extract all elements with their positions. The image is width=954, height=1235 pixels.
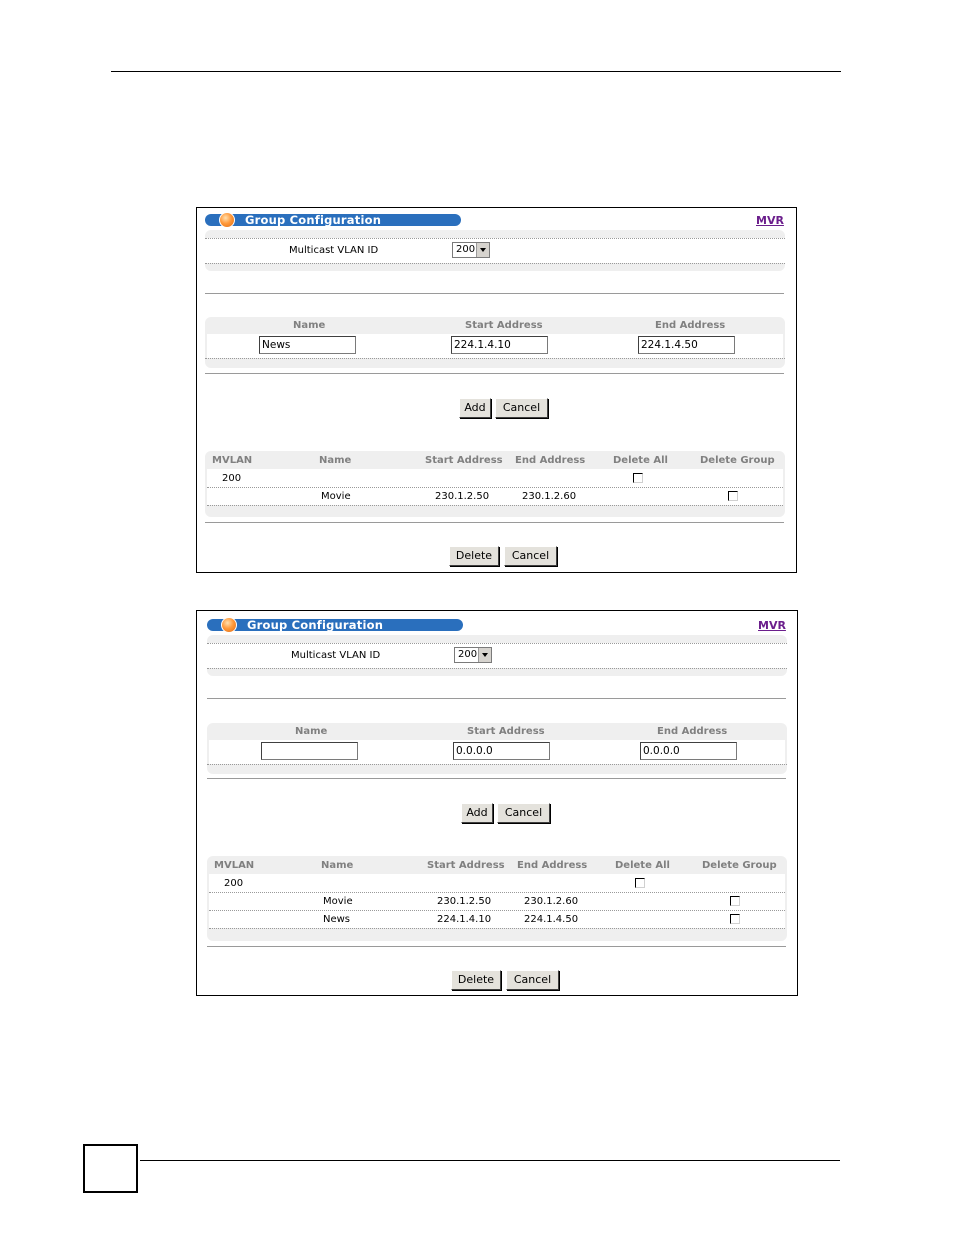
add-button[interactable]: Add (461, 803, 493, 823)
multicast-vlan-select[interactable]: 200 (452, 242, 490, 258)
delete-group-header: Delete Group (702, 860, 777, 871)
vlan-panel (205, 230, 785, 271)
divider (205, 522, 784, 523)
cancel-button[interactable]: Cancel (497, 803, 550, 823)
delete-all-checkbox[interactable] (635, 878, 645, 888)
name-cell: News (323, 914, 351, 925)
delete-group-checkbox[interactable] (730, 896, 740, 906)
orb-icon (219, 212, 235, 228)
start-address-header: Start Address (467, 726, 545, 737)
name-header: Name (321, 860, 354, 871)
cancel-button[interactable]: Cancel (504, 546, 557, 566)
mvlan-header: MVLAN (214, 860, 255, 871)
name-input[interactable]: News (259, 336, 356, 354)
title-bar (205, 214, 461, 226)
cancel-button[interactable]: Cancel (506, 970, 559, 990)
divider (207, 698, 786, 699)
page-header-rule (111, 71, 841, 72)
vlan-panel (207, 635, 787, 676)
group-configuration-screen-1 (196, 207, 797, 573)
title-bar (207, 619, 463, 631)
chevron-down-icon (478, 648, 491, 662)
start-address-header: Start Address (427, 860, 505, 871)
name-header: Name (319, 455, 352, 466)
name-header: Name (295, 726, 328, 737)
name-cell: Movie (321, 491, 351, 502)
mvlan-header: MVLAN (212, 455, 253, 466)
start-address-header: Start Address (465, 320, 543, 331)
end-address-input[interactable]: 0.0.0.0 (640, 742, 737, 760)
chevron-down-icon (476, 243, 489, 257)
multicast-vlan-label: Multicast VLAN ID (291, 650, 381, 661)
group-form-panel (205, 317, 785, 368)
group-table (205, 451, 785, 517)
start-address-cell: 230.1.2.50 (437, 896, 492, 907)
end-address-cell: 224.1.4.50 (524, 914, 579, 925)
page-title: Group Configuration (247, 618, 384, 632)
end-address-header: End Address (655, 320, 726, 331)
start-address-input[interactable]: 0.0.0.0 (453, 742, 550, 760)
start-address-input[interactable]: 224.1.4.10 (451, 336, 548, 354)
end-address-header: End Address (657, 726, 728, 737)
mvlan-cell: 200 (222, 473, 242, 484)
mvr-link[interactable]: MVR (758, 619, 786, 632)
delete-all-header: Delete All (615, 860, 670, 871)
end-address-cell: 230.1.2.60 (524, 896, 579, 907)
add-button[interactable]: Add (459, 398, 491, 418)
group-table (207, 856, 787, 941)
group-configuration-screen-2 (196, 610, 798, 996)
multicast-vlan-label: Multicast VLAN ID (289, 245, 379, 256)
name-cell: Movie (323, 896, 353, 907)
start-address-cell: 224.1.4.10 (437, 914, 492, 925)
divider (207, 946, 786, 947)
delete-button[interactable]: Delete (449, 546, 499, 566)
mvr-link[interactable]: MVR (756, 214, 784, 227)
start-address-cell: 230.1.2.50 (435, 491, 490, 502)
delete-all-checkbox[interactable] (633, 473, 643, 483)
mvlan-cell: 200 (224, 878, 244, 889)
delete-group-checkbox[interactable] (730, 914, 740, 924)
end-address-header: End Address (517, 860, 588, 871)
page-title: Group Configuration (245, 213, 382, 227)
delete-all-header: Delete All (613, 455, 668, 466)
start-address-header: Start Address (425, 455, 503, 466)
end-address-header: End Address (515, 455, 586, 466)
delete-group-checkbox[interactable] (728, 491, 738, 501)
name-input[interactable] (261, 742, 358, 760)
delete-button[interactable]: Delete (451, 970, 501, 990)
page-footer-rule (140, 1160, 840, 1161)
page-number-box (83, 1144, 138, 1193)
orb-icon (221, 617, 237, 633)
multicast-vlan-select[interactable]: 200 (454, 647, 492, 663)
group-form-panel (207, 723, 787, 774)
divider (205, 373, 784, 374)
cancel-button[interactable]: Cancel (495, 398, 548, 418)
end-address-cell: 230.1.2.60 (522, 491, 577, 502)
divider (207, 778, 786, 779)
end-address-input[interactable]: 224.1.4.50 (638, 336, 735, 354)
delete-group-header: Delete Group (700, 455, 775, 466)
divider (205, 293, 784, 294)
name-header: Name (293, 320, 326, 331)
